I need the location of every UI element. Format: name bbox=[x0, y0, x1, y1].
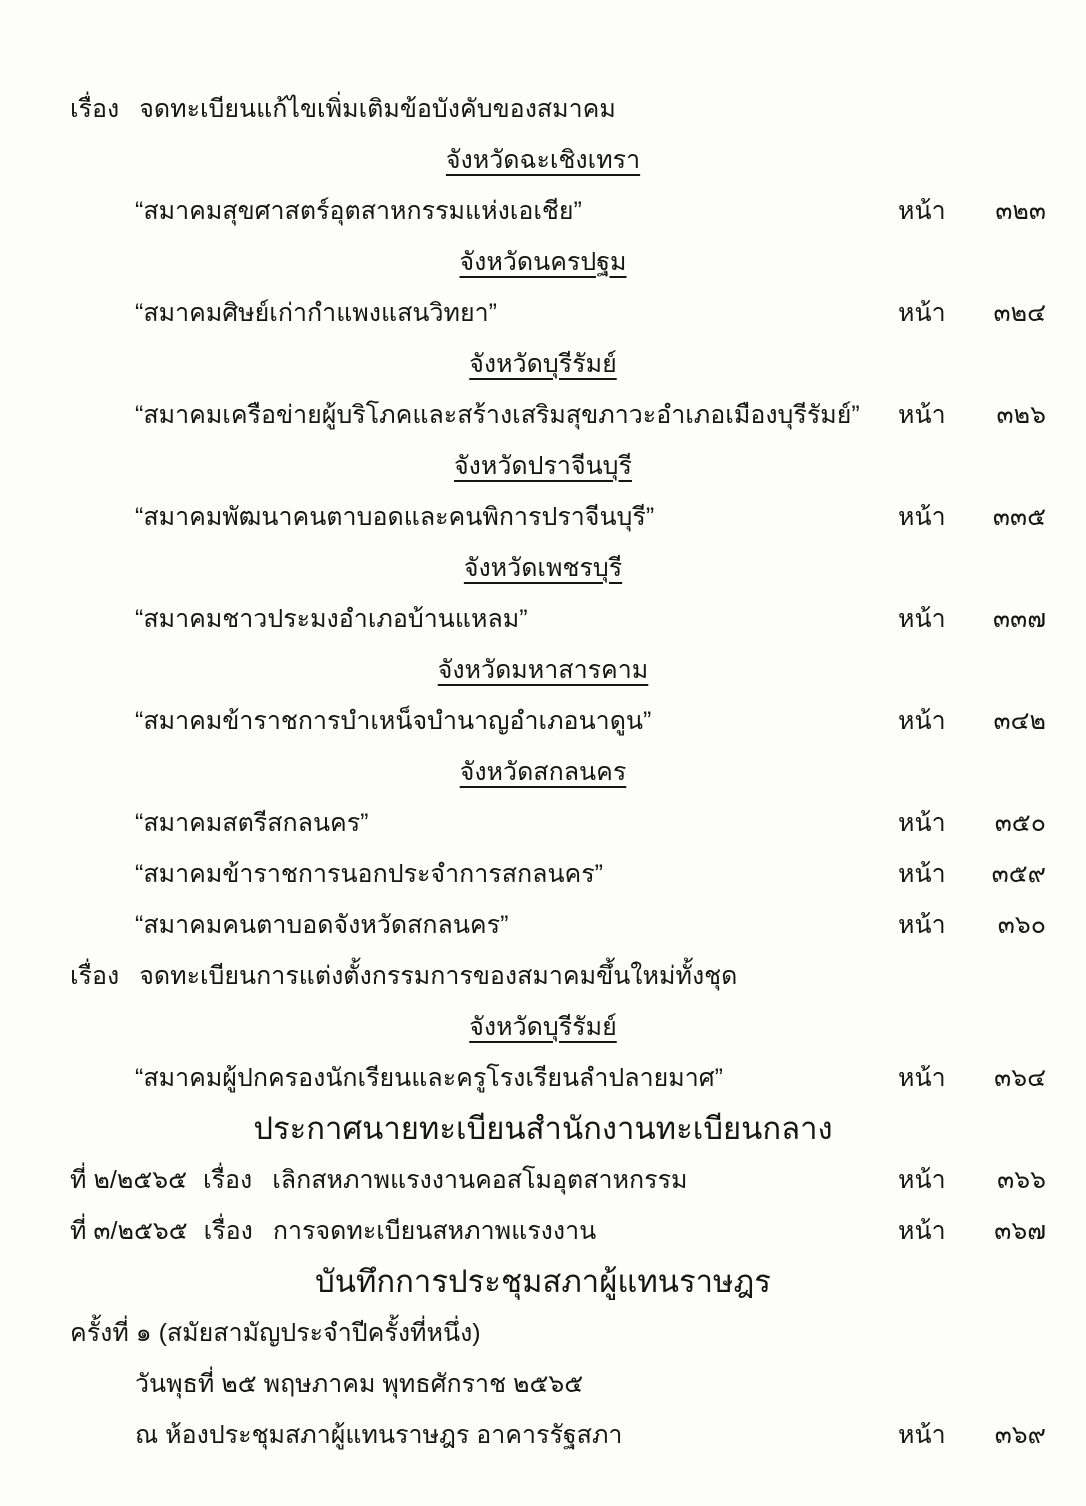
association-name: “สมาคมศิษย์เก่ากำแพงแสนวิทยา” bbox=[135, 298, 497, 327]
section-heading: บันทึกการประชุมสภาผู้แทนราษฎร bbox=[315, 1264, 771, 1300]
page-ref bbox=[898, 708, 1046, 736]
section-heading: ประกาศนายทะเบียนสำนักงานทะเบียนกลาง bbox=[253, 1111, 833, 1147]
page-number: ๓๒๓ bbox=[995, 196, 1046, 225]
association-name: “สมาคมสุขศาสตร์อุตสาหกรรมแห่งเอเชีย” bbox=[135, 196, 582, 225]
province-header: จังหวัดเพชรบุรี bbox=[463, 553, 623, 582]
page-ref bbox=[898, 1218, 1046, 1246]
page-number: ๓๕๙ bbox=[991, 859, 1046, 888]
association-entry bbox=[70, 900, 1046, 951]
page-number: ๓๒๔ bbox=[993, 298, 1046, 327]
province-header-row bbox=[70, 645, 1046, 696]
section-heading-row bbox=[70, 1257, 1046, 1308]
page-ref bbox=[898, 810, 1046, 838]
association-entry bbox=[70, 1053, 1046, 1104]
session-venue-line bbox=[70, 1410, 1046, 1461]
page-label: หน้า bbox=[898, 298, 946, 327]
announcement-entry bbox=[70, 1206, 1046, 1257]
page-number: ๓๓๕ bbox=[992, 502, 1046, 531]
province-header-row bbox=[70, 441, 1046, 492]
province-header: จังหวัดบุรีรัมย์ bbox=[469, 1012, 617, 1041]
announcement-number: ที่ ๒/๒๕๖๕ bbox=[70, 1165, 188, 1194]
association-name: “สมาคมชาวประมงอำเภอบ้านแหลม” bbox=[135, 604, 528, 633]
association-entry bbox=[70, 186, 1046, 237]
page-number: ๓๒๖ bbox=[996, 400, 1046, 429]
page-number: ๓๔๒ bbox=[993, 706, 1046, 735]
subject-text: จดทะเบียนแก้ไขเพิ่มเติมข้อบังคับของสมาคม bbox=[139, 94, 616, 123]
page-ref bbox=[898, 402, 1046, 430]
page-ref bbox=[898, 606, 1046, 634]
subject-label: เรื่อง bbox=[203, 1216, 253, 1245]
association-entry bbox=[70, 798, 1046, 849]
subject-label: เรื่อง bbox=[70, 94, 120, 123]
province-header: จังหวัดฉะเชิงเทรา bbox=[445, 145, 641, 174]
session-date-text: วันพุธที่ ๒๕ พฤษภาคม พุทธศักราช ๒๕๖๕ bbox=[135, 1369, 584, 1398]
province-header: จังหวัดบุรีรัมย์ bbox=[469, 349, 617, 378]
page-label: หน้า bbox=[898, 400, 946, 429]
announcement-entry bbox=[70, 1155, 1046, 1206]
announcement-number: ที่ ๓/๒๕๖๕ bbox=[70, 1216, 188, 1245]
subject-line bbox=[70, 951, 1046, 1002]
page-label: หน้า bbox=[898, 502, 946, 531]
page-label: หน้า bbox=[898, 196, 946, 225]
association-name: “สมาคมข้าราชการบำเหน็จบำนาญอำเภอนาดูน” bbox=[135, 706, 652, 735]
announcement-title: การจดทะเบียนสหภาพแรงงาน bbox=[272, 1216, 597, 1245]
association-name: “สมาคมผู้ปกครองนักเรียนและครูโรงเรียนลำปลายมาศ” bbox=[135, 1063, 724, 1092]
association-name: “สมาคมข้าราชการนอกประจำการสกลนคร” bbox=[135, 859, 604, 888]
page-label: หน้า bbox=[898, 604, 946, 633]
association-entry bbox=[70, 594, 1046, 645]
association-entry bbox=[70, 288, 1046, 339]
page-number: ๓๖๐ bbox=[997, 910, 1046, 939]
province-header: จังหวัดปราจีนบุรี bbox=[454, 451, 632, 480]
session-line bbox=[70, 1308, 1046, 1359]
page-ref bbox=[898, 861, 1046, 889]
page-number: ๓๕๐ bbox=[994, 808, 1046, 837]
page-label: หน้า bbox=[898, 808, 946, 837]
announcement-title: เลิกสหภาพแรงงานคอสโมอุตสาหกรรม bbox=[272, 1165, 688, 1194]
association-name: “สมาคมเครือข่ายผู้บริโภคและสร้างเสริมสุขภาวะอำเภอเมืองบุรีรัมย์” bbox=[135, 400, 860, 429]
subject-label: เรื่อง bbox=[203, 1165, 253, 1194]
page-number: ๓๖๔ bbox=[994, 1063, 1046, 1092]
page-number: ๓๖๙ bbox=[994, 1420, 1046, 1449]
association-entry bbox=[70, 492, 1046, 543]
association-name: “สมาคมสตรีสกลนคร” bbox=[135, 808, 369, 837]
page-ref bbox=[898, 300, 1046, 328]
page-number: ๓๖๖ bbox=[997, 1165, 1046, 1194]
association-entry bbox=[70, 849, 1046, 900]
page-ref bbox=[898, 1422, 1046, 1450]
session-venue-text: ณ ห้องประชุมสภาผู้แทนราษฎร อาคารรัฐสภา bbox=[135, 1420, 623, 1449]
province-header-row bbox=[70, 1002, 1046, 1053]
association-entry bbox=[70, 390, 1046, 441]
page-label: หน้า bbox=[898, 706, 946, 735]
session-text: ครั้งที่ ๑ (สมัยสามัญประจำปีครั้งที่หนึ่ง) bbox=[70, 1318, 481, 1347]
page-ref bbox=[898, 198, 1046, 226]
page-label: หน้า bbox=[898, 1216, 946, 1245]
province-header-row bbox=[70, 237, 1046, 288]
page-label: หน้า bbox=[898, 1420, 946, 1449]
section-heading-row bbox=[70, 1104, 1046, 1155]
subject-line bbox=[70, 84, 1046, 135]
province-header: จังหวัดสกลนคร bbox=[459, 757, 627, 786]
province-header-row bbox=[70, 339, 1046, 390]
page-ref bbox=[898, 1167, 1046, 1195]
page-number: ๓๓๗ bbox=[993, 604, 1046, 633]
province-header: จังหวัดมหาสารคาม bbox=[437, 655, 649, 684]
association-entry bbox=[70, 696, 1046, 747]
page-label: หน้า bbox=[898, 859, 946, 888]
subject-label: เรื่อง bbox=[70, 961, 120, 990]
page-ref bbox=[898, 1065, 1046, 1093]
association-name: “สมาคมคนตาบอดจังหวัดสกลนคร” bbox=[135, 910, 509, 939]
province-header-row bbox=[70, 543, 1046, 594]
page-ref bbox=[898, 912, 1046, 940]
page-label: หน้า bbox=[898, 910, 946, 939]
page-label: หน้า bbox=[898, 1063, 946, 1092]
province-header-row bbox=[70, 135, 1046, 186]
province-header: จังหวัดนครปฐม bbox=[459, 247, 627, 276]
page-number: ๓๖๗ bbox=[994, 1216, 1046, 1245]
page-label: หน้า bbox=[898, 1165, 946, 1194]
province-header-row bbox=[70, 747, 1046, 798]
page-ref bbox=[898, 504, 1046, 532]
session-date-line bbox=[70, 1359, 1046, 1410]
association-name: “สมาคมพัฒนาคนตาบอดและคนพิการปราจีนบุรี” bbox=[135, 502, 655, 531]
subject-text: จดทะเบียนการแต่งตั้งกรรมการของสมาคมขึ้นใหม่ทั้งชุด bbox=[139, 961, 738, 990]
